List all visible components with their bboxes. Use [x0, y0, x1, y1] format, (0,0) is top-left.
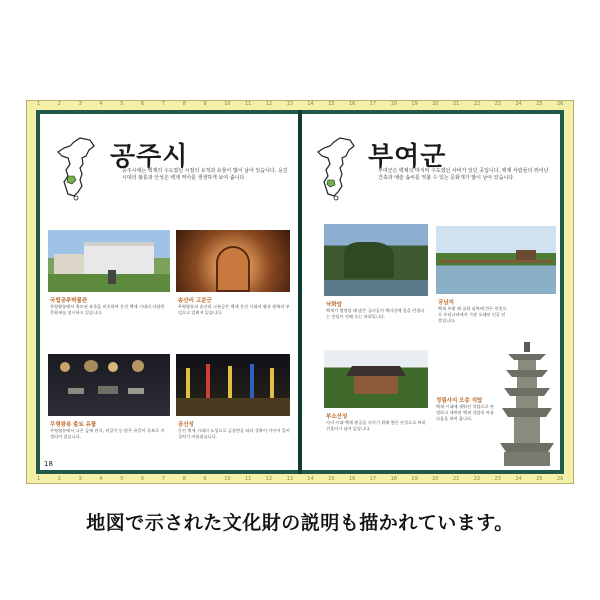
- ruler-tick-bottom: 13: [286, 476, 293, 482]
- ruler-tick-bottom: 16: [349, 476, 356, 482]
- ruler-tick-bottom: 7: [161, 476, 165, 482]
- korea-map-icon: [316, 136, 358, 202]
- item-label-1: 낙화암: [326, 302, 342, 308]
- pond-photo: [436, 226, 556, 294]
- ruler-tick-bottom: 9: [203, 476, 207, 482]
- ruler-tick-bottom: 25: [536, 476, 543, 482]
- intro-text: 부여군은 백제의 마지막 수도였던 사비가 있던 곳입니다. 백제 사람들의 뛰어난 건축과 예술 솜씨를 엿볼 수 있는 문화재가 많이 남아 있습니다.: [378, 168, 549, 181]
- page-title: 부여군: [368, 142, 447, 172]
- ruler-tick-bottom: 12: [265, 476, 273, 482]
- tomb-photo: [176, 230, 290, 292]
- fortress-festival-photo: [176, 354, 290, 416]
- item-desc-1: 무령왕릉에서 출토된 유물을 비롯하여 웅진 백제 시대의 다양한 문화재를 전시하고 있습니다.: [50, 304, 165, 315]
- ruler-tick-bottom: 14: [307, 476, 314, 482]
- item-label-3: 무령왕릉 출토 유물: [50, 422, 97, 428]
- ruler-tick-top: 10: [224, 101, 231, 107]
- right-page: [302, 114, 560, 470]
- ruler-tick-top: 11: [245, 101, 252, 107]
- ruler-tick-bottom: 4: [99, 476, 103, 482]
- ruler-tick-bottom: 6: [141, 476, 145, 482]
- intro-text: 공주시에는 백제의 수도였던 시절의 유적과 유물이 많이 남아 있습니다. 웅진 시대의 왕릉과 산성은 백제 역사를 생생하게 보여 줍니다.: [122, 168, 288, 181]
- ruler-tick-bottom: 18: [390, 476, 397, 482]
- ruler-tick-top: 21: [453, 101, 460, 107]
- item-label-4: 정림사지 오층 석탑: [436, 398, 483, 404]
- ruler-tick-top: 25: [536, 101, 543, 107]
- ruler-tick-bottom: 20: [432, 476, 439, 482]
- ruler-tick-top: 15: [328, 101, 335, 107]
- item-label-3: 부소산성: [326, 414, 348, 420]
- page-number: 18: [44, 460, 53, 468]
- item-label-2: 궁남지: [438, 300, 454, 306]
- item-desc-2: 무령왕릉과 송산리 고분군은 백제 웅진 시대의 왕과 왕족의 무덤으로 알려져 있습니다.: [178, 304, 290, 315]
- page-title: 공주시: [110, 142, 189, 172]
- ruler-tick-bottom: 10: [224, 476, 231, 482]
- item-desc-4: 백제 시대에 세워진 석탑으로 단정하고 세련된 백제 석탑의 아름다움을 보여 줍니다.: [436, 404, 494, 421]
- ruler-tick-top: 9: [203, 101, 207, 107]
- caption: 地図で示された文化財の説明も描かれています。: [86, 512, 514, 534]
- ruler-tick-bottom: 19: [411, 476, 418, 482]
- ruler-tick-top: 22: [473, 101, 481, 107]
- left-page: [40, 114, 298, 470]
- ruler-tick-top: 6: [141, 101, 145, 107]
- ruler-tick-top: 13: [286, 101, 293, 107]
- ruler-tick-bottom: 22: [473, 476, 481, 482]
- ruler-tick-top: 1: [37, 101, 41, 107]
- museum-photo: [48, 230, 170, 292]
- item-desc-2: 백제 무왕 때 궁궐 남쪽에 만든 연못으로 우리나라에서 가장 오래된 인공 연못입니다.: [438, 306, 507, 323]
- ruler-tick-top: 8: [182, 101, 186, 107]
- ruler-tick-top: 23: [494, 101, 501, 107]
- ruler-tick-top: 24: [515, 101, 522, 107]
- item-desc-1: 백제가 멸망할 때 많은 궁녀들이 백마강에 몸을 던졌다는 전설이 전해 오는 바위입니다.: [326, 308, 425, 319]
- ruler-tick-bottom: 24: [515, 476, 522, 482]
- ruler-tick-top: 18: [390, 101, 397, 107]
- ruler-tick-bottom: 15: [328, 476, 335, 482]
- ruler-tick-top: 12: [265, 101, 273, 107]
- book-spread: [36, 110, 564, 474]
- ruler-tick-bottom: 26: [557, 476, 564, 482]
- ruler-tick-top: 7: [161, 101, 165, 107]
- pagoda-photo: [498, 340, 556, 468]
- ruler-tick-top: 26: [557, 101, 564, 107]
- ruler-tick-top: 14: [307, 101, 314, 107]
- ruler-tick-bottom: 2: [57, 476, 61, 482]
- item-label-4: 공산성: [178, 422, 194, 428]
- ruler-tick-bottom: 21: [453, 476, 460, 482]
- ruler-tick-top: 16: [349, 101, 356, 107]
- ruler-tick-bottom: 11: [245, 476, 252, 482]
- ruler-tick-top: 5: [120, 101, 124, 107]
- ruler-tick-top: 19: [411, 101, 418, 107]
- ruler-tick-bottom: 23: [494, 476, 501, 482]
- ruler-tick-top: 3: [78, 101, 82, 107]
- ruler-tick-top: 20: [432, 101, 439, 107]
- item-desc-3: 무령왕릉에서 나온 금제 관식, 귀걸이 등 많은 유물이 국보로 지정되어 있습니다.: [50, 428, 165, 439]
- ruler-tick-top: 17: [369, 101, 377, 107]
- ruler-tick-top: 2: [57, 101, 61, 107]
- ruler-tick-bottom: 3: [78, 476, 82, 482]
- korea-map-icon: [56, 136, 98, 202]
- artifacts-photo: [48, 354, 170, 416]
- ruler-tick-bottom: 8: [182, 476, 186, 482]
- item-desc-3: 사비 시대 백제 왕궁을 지키기 위해 쌓은 산성으로 여러 건물터가 남아 있습니다.: [326, 420, 426, 431]
- item-desc-4: 웅진 백제 시대의 도성으로 금강변을 따라 성곽이 이어져 있어 경치가 아름답습니다.: [178, 428, 290, 439]
- cliff-photo: [324, 224, 428, 296]
- fortress-temple-photo: [324, 350, 428, 408]
- ruler-tick-bottom: 17: [369, 476, 377, 482]
- ruler-tick-bottom: 5: [120, 476, 124, 482]
- ruler-tick-bottom: 1: [37, 476, 41, 482]
- item-label-2: 송산리 고분군: [178, 298, 212, 304]
- ruler-tick-top: 4: [99, 101, 103, 107]
- item-label-1: 국립공주박물관: [50, 298, 88, 304]
